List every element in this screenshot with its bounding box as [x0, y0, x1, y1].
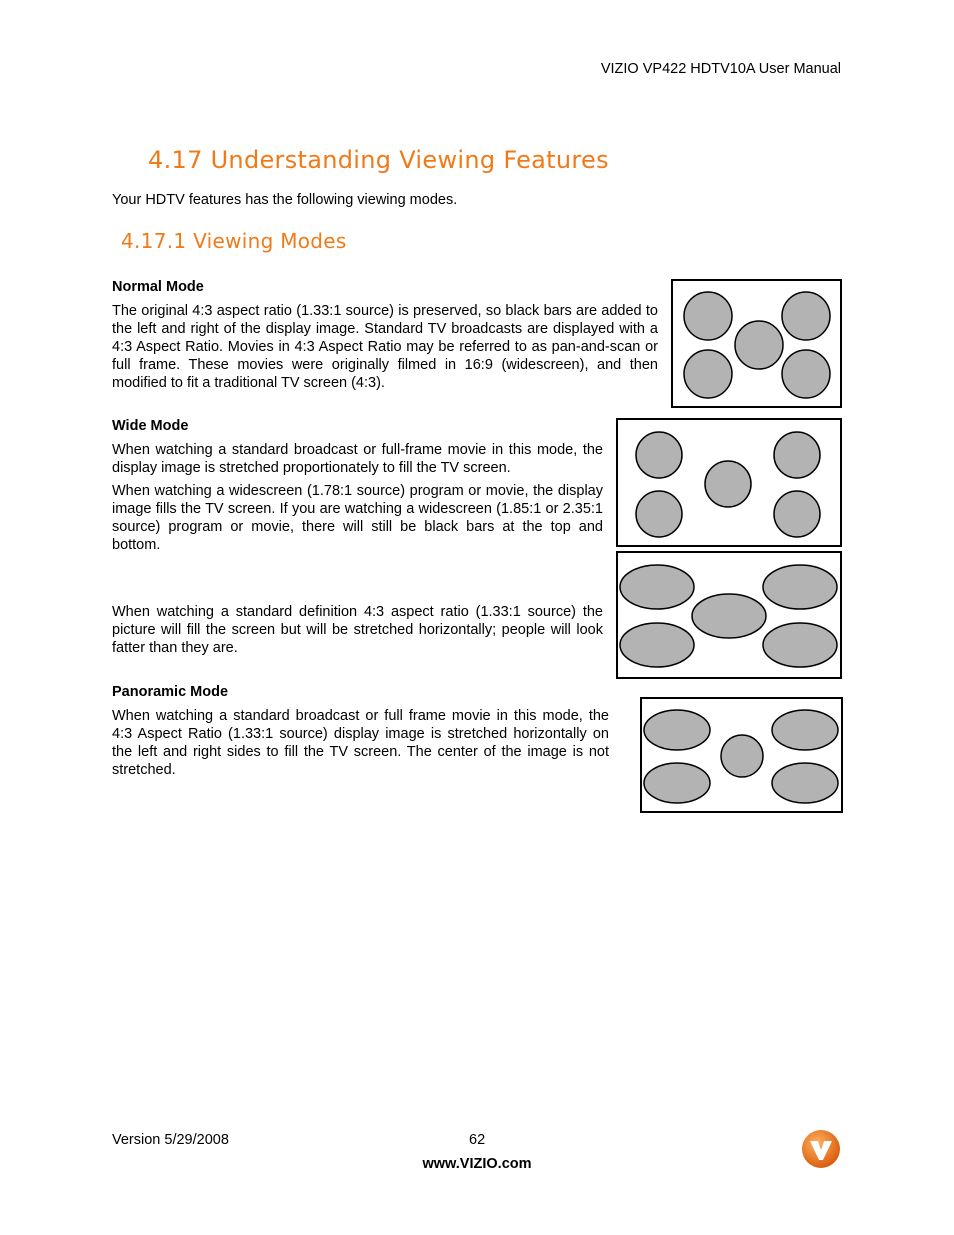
- subsection-heading: 4.17.1 Viewing Modes: [121, 229, 347, 253]
- normal-mode-figure: [671, 279, 842, 408]
- section-heading: 4.17 Understanding Viewing Features: [148, 146, 609, 174]
- normal-mode-title: Normal Mode: [112, 279, 204, 295]
- wide-mode-title: Wide Mode: [112, 418, 189, 434]
- wide-mode-figure-1: [616, 418, 842, 547]
- wide-mode-text-3: When watching a standard definition 4:3 aspect ratio (1.33:1 source) the picture will fill the screen but will be stretched horizontally; people will look fatter than they are.: [112, 604, 603, 656]
- wide-mode-text-2: When watching a widescreen (1.78:1 source) program or movie, the display image fills the TV screen. If you are watching a widescreen (1.85:1 or 2.35:1 source) program or movie, there will still be black bars at the top and bottom.: [112, 483, 603, 553]
- wide-mode-text-1: When watching a standard broadcast or full-frame movie in this mode, the display image is stretched proportionately to fill the TV screen.: [112, 442, 603, 476]
- panoramic-mode-text: When watching a standard broadcast or full frame movie in this mode, the 4:3 Aspect Ratio (1.33:1 source) display image is stretched horizontally on the left and right sides to fill the TV screen. The center of the image is not stretched.: [112, 708, 609, 778]
- vizio-v-logo-icon: [801, 1129, 841, 1169]
- header-title: VIZIO VP422 HDTV10A User Manual: [600, 61, 841, 77]
- panoramic-mode-title: Panoramic Mode: [112, 684, 229, 700]
- section-intro: Your HDTV features has the following viewing modes.: [112, 192, 458, 208]
- footer-url: www.VIZIO.com: [422, 1156, 532, 1172]
- footer-page-number: 62: [469, 1132, 486, 1148]
- normal-mode-text: The original 4:3 aspect ratio (1.33:1 source) is preserved, so black bars are added to the left and right of the display image. Standard TV broadcasts are displayed with a 4:3 Aspect Ratio. Movies in 4:3 Aspect Ratio may be referred to as pan-and-scan or full frame. These movies were originally filmed in 16:9 (widescreen), and then modified to fit a traditional TV screen (4:3).: [112, 303, 658, 391]
- wide-mode-figure-2: [616, 551, 842, 679]
- footer-version: Version 5/29/2008: [112, 1132, 229, 1148]
- panoramic-mode-figure: [640, 697, 843, 813]
